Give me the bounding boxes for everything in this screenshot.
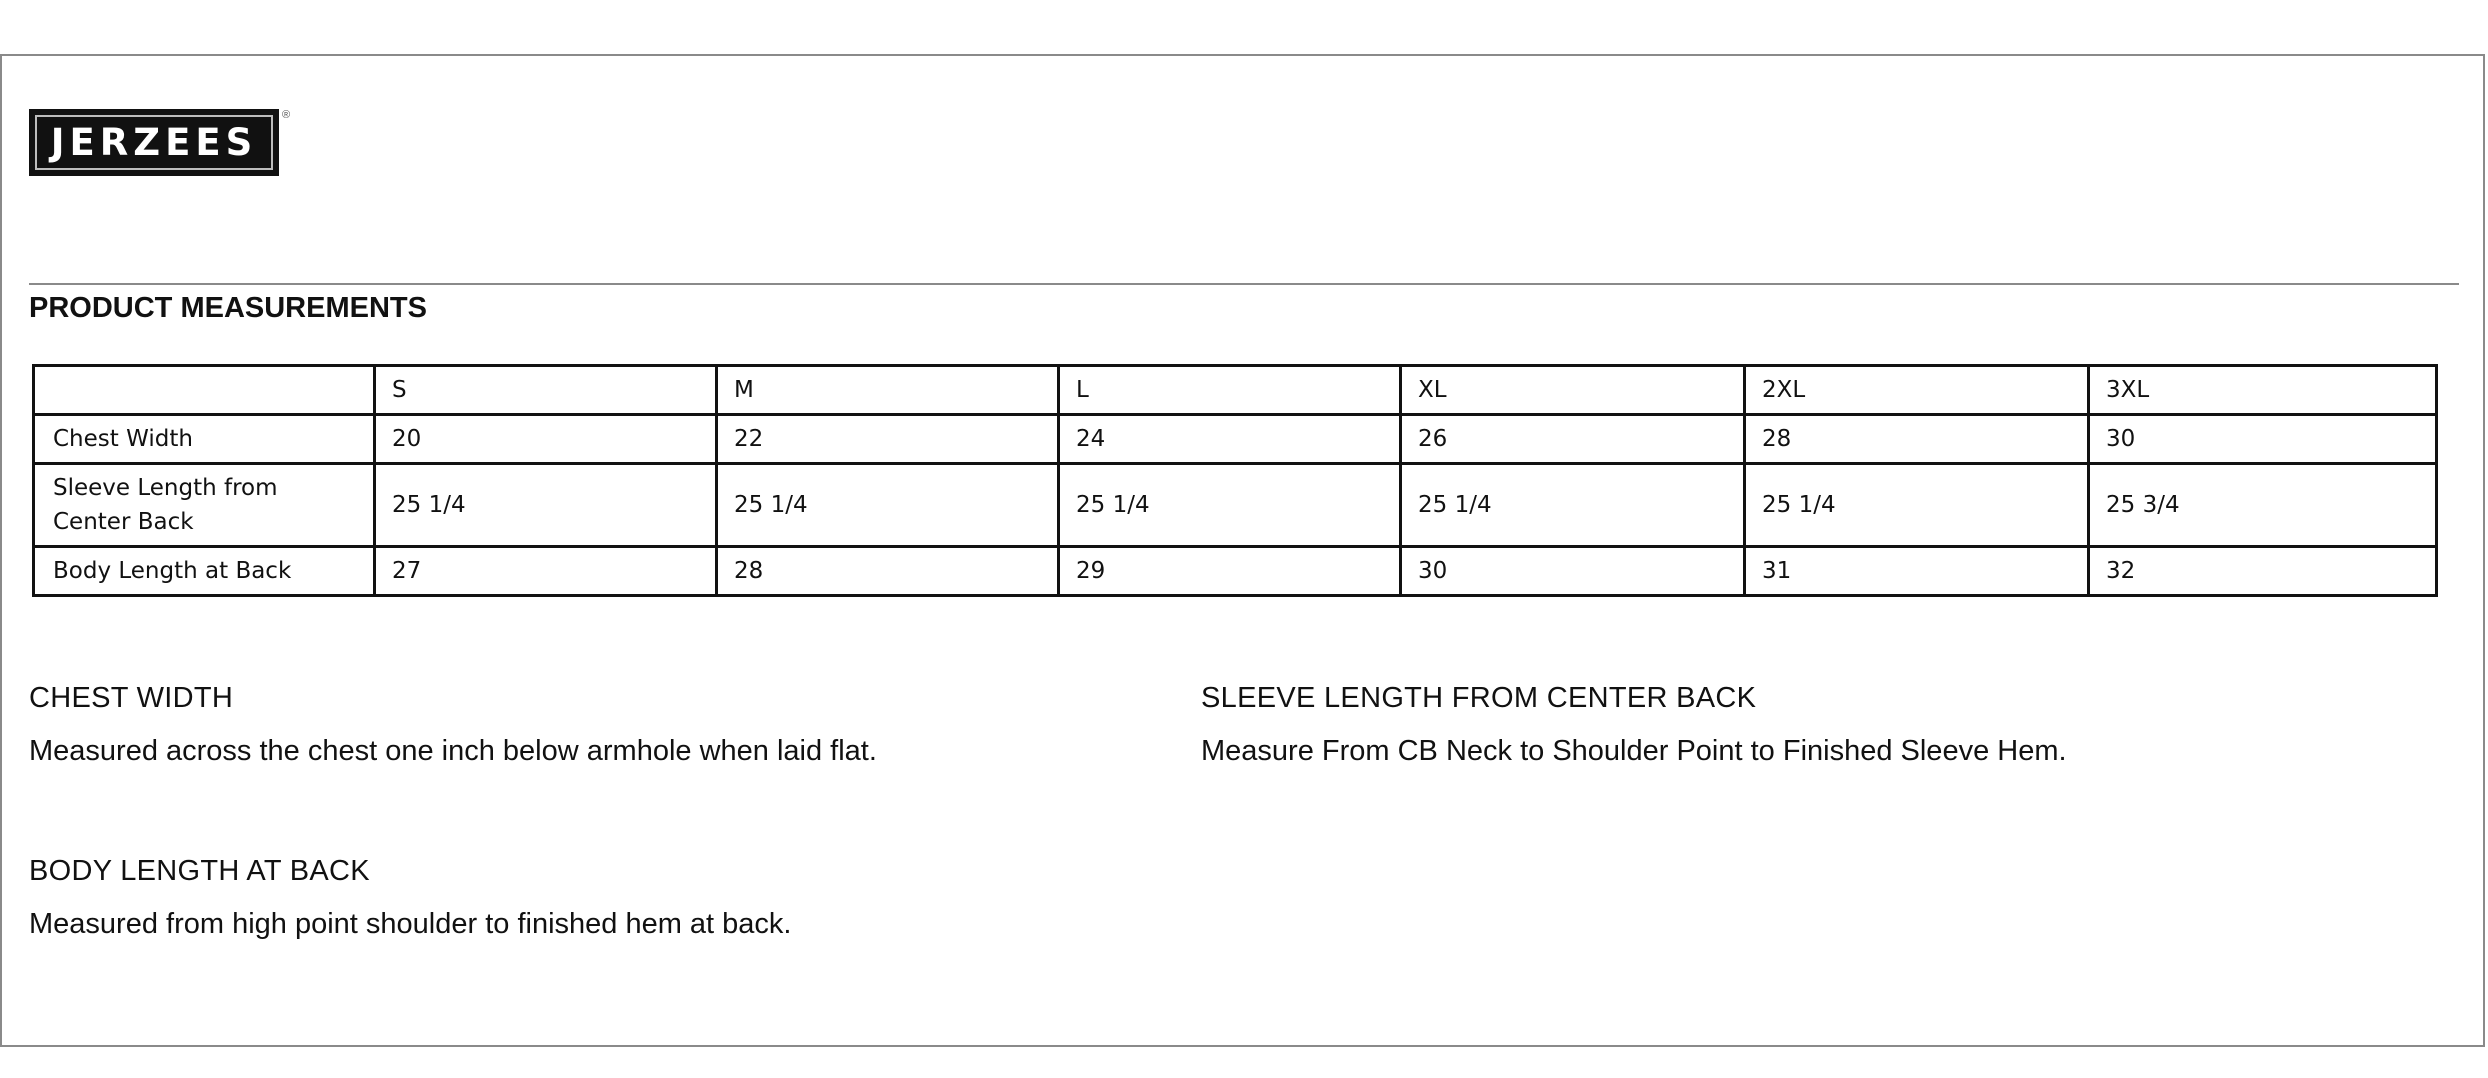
logo-text: JERZEES (50, 121, 258, 164)
table-cell: 25 1/4 (1745, 464, 2089, 547)
sleeve-length-heading: SLEEVE LENGTH FROM CENTER BACK (1201, 682, 1757, 714)
size-header: 3XL (2089, 366, 2437, 415)
measurements-table (32, 364, 2438, 597)
size-header: XL (1401, 366, 1745, 415)
table-cell: 32 (2089, 547, 2437, 596)
row-label: Chest Width (34, 415, 375, 464)
section-divider (29, 283, 2459, 285)
body-length-heading: BODY LENGTH AT BACK (29, 855, 370, 887)
jerzees-logo (29, 109, 279, 176)
row-label: Body Length at Back (34, 547, 375, 596)
table-cell: 25 1/4 (1059, 464, 1401, 547)
table-cell: 25 3/4 (2089, 464, 2437, 547)
section-title: PRODUCT MEASUREMENTS (29, 292, 427, 324)
table-row (34, 464, 2437, 547)
table-cell: 25 1/4 (1401, 464, 1745, 547)
table-cell: 22 (717, 415, 1059, 464)
table-cell: 30 (2089, 415, 2437, 464)
table-corner-cell (34, 366, 375, 415)
sleeve-length-description: Measure From CB Neck to Shoulder Point to Finished Sleeve Hem. (1201, 735, 2067, 767)
table-cell: 28 (1745, 415, 2089, 464)
table-cell: 29 (1059, 547, 1401, 596)
table-cell: 31 (1745, 547, 2089, 596)
table-cell: 24 (1059, 415, 1401, 464)
table-cell: 27 (375, 547, 717, 596)
table-header-row (34, 366, 2437, 415)
table-row (34, 547, 2437, 596)
size-header: M (717, 366, 1059, 415)
chest-width-heading: CHEST WIDTH (29, 682, 234, 714)
table-cell: 25 1/4 (375, 464, 717, 547)
size-header: 2XL (1745, 366, 2089, 415)
row-label: Sleeve Length from Center Back (34, 464, 375, 547)
table-row (34, 415, 2437, 464)
table-cell: 30 (1401, 547, 1745, 596)
size-header: L (1059, 366, 1401, 415)
table-cell: 25 1/4 (717, 464, 1059, 547)
table-cell: 20 (375, 415, 717, 464)
registered-mark: ® (282, 109, 291, 121)
body-length-description: Measured from high point shoulder to finished hem at back. (29, 908, 792, 940)
table-cell: 28 (717, 547, 1059, 596)
chest-width-description: Measured across the chest one inch below armhole when laid flat. (29, 735, 877, 767)
size-header: S (375, 366, 717, 415)
table-cell: 26 (1401, 415, 1745, 464)
